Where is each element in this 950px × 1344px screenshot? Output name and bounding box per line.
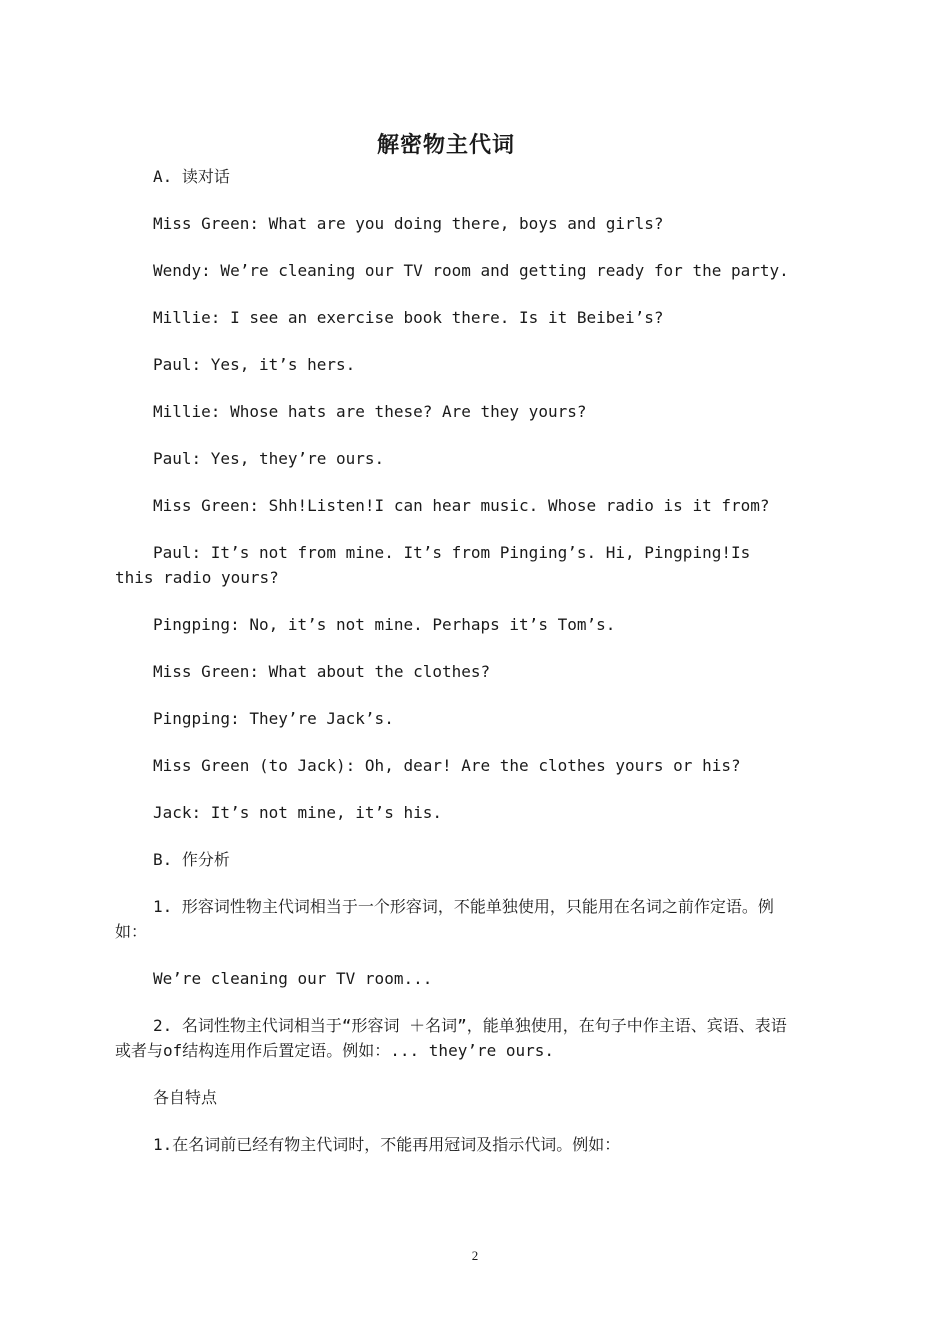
dialogue-line: Paul: Yes, it’s hers.: [153, 355, 356, 374]
section-heading-b: B. 作分析: [153, 850, 230, 869]
dialogue-line: Paul: Yes, they’re ours.: [153, 449, 385, 468]
section-heading-a: A. 读对话: [153, 167, 230, 186]
dialogue-line: Miss Green: Shh!Listen!I can hear music. Whose radio is it from?: [153, 496, 770, 515]
page-number: 2: [471, 1248, 479, 1263]
dialogue-line: Miss Green: What about the clothes?: [153, 662, 491, 681]
analysis-point-1: 1. 形容词性物主代词相当于一个形容词，不能单独使用，只能用在名词之前作定语。例如：: [115, 897, 774, 941]
dialogue-line: Millie: Whose hats are these? Are they yours?: [153, 402, 587, 421]
dialogue-line: Pingping: No, it’s not mine. Perhaps it’s Tom’s.: [153, 615, 616, 634]
dialogue-line: Paul: It’s not from mine. It’s from Pinging’s. Hi, Pingping!Is this radio yours?: [115, 543, 751, 587]
document-body: [115, 164, 795, 1179]
dialogue-line: Wendy: We’re cleaning our TV room and getting ready for the party.: [153, 261, 789, 280]
example-sentence: We’re cleaning our TV room...: [153, 969, 433, 988]
analysis-point-2: 2. 名词性物主代词相当于“形容词 ＋名词”，能单独使用，在句子中作主语、宾语、表语或者与of结构连用作后置定语。例如：... they’re ours.: [115, 1016, 787, 1060]
feature-point-1: 1.在名词前已经有物主代词时，不能再用冠词及指示代词。例如：: [153, 1135, 621, 1154]
dialogue-line: Millie: I see an exercise book there. Is it Beibei’s?: [153, 308, 664, 327]
dialogue-line: Miss Green: What are you doing there, boys and girls?: [153, 214, 664, 233]
dialogue-line: Pingping: They’re Jack’s.: [153, 709, 394, 728]
dialogue-line: Miss Green (to Jack): Oh, dear! Are the clothes yours or his?: [153, 756, 741, 775]
page-title: 解密物主代词: [376, 133, 515, 158]
dialogue-line: Jack: It’s not mine, it’s his.: [153, 803, 442, 822]
subsection-heading: 各自特点: [153, 1088, 218, 1107]
